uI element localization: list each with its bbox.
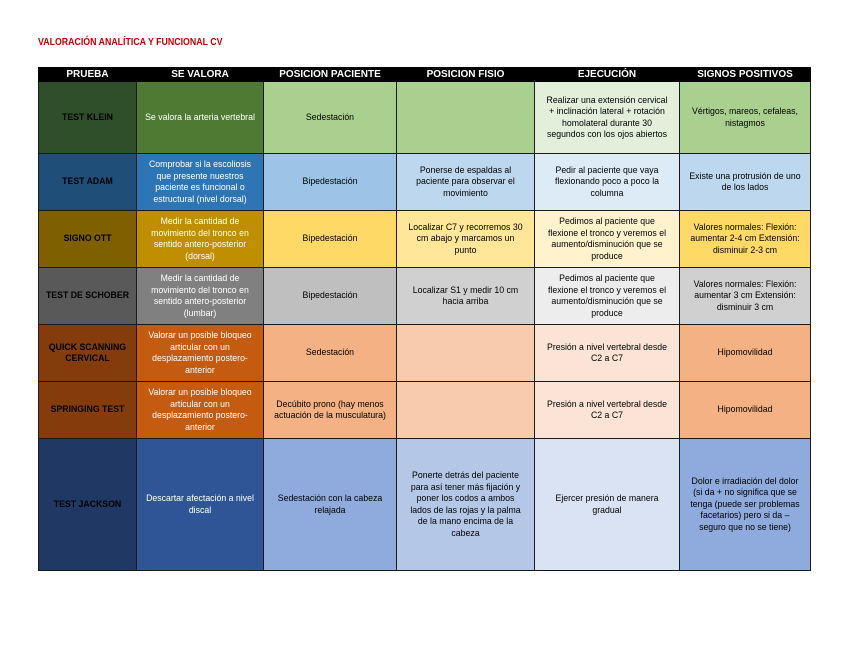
- cell-signos-positivos-text: Hipomovilidad: [717, 347, 773, 359]
- cell-posicion-paciente: [264, 82, 397, 154]
- cell-prueba: [39, 154, 137, 211]
- cell-prueba: [39, 211, 137, 268]
- cell-posicion-fisio-text: Ponerse de espaldas al paciente para observar el movimiento: [416, 164, 515, 199]
- header-se-valora: SE VALORA: [137, 68, 264, 82]
- cell-posicion-fisio: [397, 82, 535, 154]
- cell-ejecucion: [535, 439, 680, 571]
- cell-posicion-paciente: [264, 439, 397, 571]
- assessment-table: [38, 67, 811, 571]
- cell-se-valora: [137, 382, 264, 439]
- header-prueba: PRUEBA: [39, 68, 137, 82]
- cell-ejecucion-text: Realizar una extensión cervical + inclinación lateral + rotación homolateral durante 30 segundos con los ojos abiertos: [546, 94, 668, 140]
- cell-posicion-paciente-text: Sedestación con la cabeza relajada: [277, 493, 383, 516]
- cell-posicion-paciente: [264, 325, 397, 382]
- cell-se-valora: [137, 268, 264, 325]
- cell-prueba-text: SPRINGING TEST: [50, 404, 125, 416]
- cell-posicion-fisio: [397, 325, 535, 382]
- cell-signos-positivos: [680, 211, 811, 268]
- header-posicion-fisio: POSICION FISIO: [397, 68, 535, 82]
- cell-ejecucion-text: Ejercer presión de manera gradual: [555, 493, 659, 516]
- cell-posicion-paciente: [264, 268, 397, 325]
- cell-signos-positivos: [680, 325, 811, 382]
- cell-prueba: [39, 268, 137, 325]
- cell-posicion-paciente-text: Sedestación: [305, 347, 355, 359]
- cell-posicion-fisio: [397, 439, 535, 571]
- cell-signos-positivos: [680, 154, 811, 211]
- cell-ejecucion: [535, 382, 680, 439]
- cell-prueba: [39, 325, 137, 382]
- cell-ejecucion-text: Presión a nivel vertebral desde C2 a C7: [546, 398, 668, 421]
- cell-ejecucion: [535, 325, 680, 382]
- cell-signos-positivos-text: Valores normales: Flexión: aumentar 3 cm Extensión: disminuir 3 cm: [693, 278, 797, 313]
- cell-posicion-fisio: [397, 268, 535, 325]
- cell-prueba: [39, 382, 137, 439]
- header-ejecucion: EJECUCIÓN: [535, 68, 680, 82]
- cell-signos-positivos-text: Hipomovilidad: [717, 404, 773, 416]
- cell-posicion-paciente: [264, 154, 397, 211]
- header-signos-positivos: SIGNOS POSITIVOS: [680, 68, 811, 82]
- cell-posicion-fisio-text: Localizar C7 y recorremos 30 cm abajo y marcamos un punto: [408, 221, 523, 256]
- cell-prueba-text: TEST DE SCHOBER: [45, 290, 130, 302]
- cell-prueba: [39, 82, 137, 154]
- cell-prueba-text: TEST ADAM: [62, 176, 113, 188]
- table-row: [39, 211, 811, 268]
- cell-se-valora: [137, 154, 264, 211]
- table-row: [39, 382, 811, 439]
- cell-prueba-text: TEST KLEIN: [61, 111, 113, 123]
- cell-signos-positivos-text: Dolor e irradiación del dolor (si da + no significa que se tenga (puede ser problemas facetarios) pero si da – seguro que no se tiene): [690, 475, 800, 533]
- cell-posicion-paciente-text: Decúbito prono (hay menos actuación de la musculatura): [274, 398, 386, 421]
- cell-posicion-paciente-text: Bipedestación: [302, 176, 358, 188]
- cell-se-valora-text: Medir la cantidad de movimiento del tronco en sentido antero-posterior (dorsal): [151, 216, 249, 262]
- cell-prueba-text: QUICK SCANNING CERVICAL: [48, 341, 127, 364]
- table-row: [39, 268, 811, 325]
- cell-posicion-paciente: [264, 211, 397, 268]
- cell-ejecucion-text: Pedimos al paciente que flexione el tronco y veremos el aumento/disminución que se produce: [547, 216, 667, 262]
- cell-ejecucion: [535, 211, 680, 268]
- cell-se-valora: [137, 82, 264, 154]
- cell-posicion-paciente-text: Bipedestación: [302, 290, 358, 302]
- table-row: [39, 154, 811, 211]
- cell-se-valora-text: Medir la cantidad de movimiento del tronco en sentido antero-posterior (lumbar): [151, 273, 249, 319]
- cell-se-valora: [137, 439, 264, 571]
- cell-se-valora: [137, 211, 264, 268]
- cell-signos-positivos: [680, 382, 811, 439]
- cell-ejecucion-text: Pedir al paciente que vaya flexionando poco a poco la columna: [555, 164, 659, 199]
- cell-posicion-fisio: [397, 211, 535, 268]
- cell-se-valora-text: Se valora la arteria vertebral: [145, 111, 255, 123]
- cell-signos-positivos-text: Existe una protrusión de uno de los lados: [689, 170, 801, 193]
- cell-se-valora: [137, 325, 264, 382]
- cell-se-valora-text: Comprobar si la escoliosis que presente nuestros paciente es funcional o estructural (nivel dorsal): [148, 159, 252, 205]
- cell-ejecucion: [535, 154, 680, 211]
- cell-posicion-paciente: [264, 382, 397, 439]
- cell-se-valora-text: Valorar un posible bloqueo articular con un desplazamiento postero-anterior: [148, 387, 252, 433]
- cell-signos-positivos: [680, 439, 811, 571]
- cell-posicion-fisio: [397, 154, 535, 211]
- cell-posicion-fisio-text: Ponerte detrás del paciente para así tener más fijación y poner los codos a ambos lados de las rojas y la palma de la mano encima de la cabeza: [410, 470, 521, 539]
- table-header-row: [39, 68, 811, 82]
- table-row: [39, 439, 811, 571]
- header-posicion-paciente: POSICION PACIENTE: [264, 68, 397, 82]
- cell-posicion-fisio: [397, 382, 535, 439]
- cell-ejecucion: [535, 82, 680, 154]
- cell-ejecucion: [535, 268, 680, 325]
- cell-signos-positivos-text: Valores normales: Flexión: aumentar 2-4 cm Extensión: disminuir 2-3 cm: [690, 221, 800, 256]
- cell-posicion-paciente-text: Sedestación: [305, 111, 355, 123]
- cell-prueba-text: SIGNO OTT: [63, 233, 112, 245]
- table-row: [39, 82, 811, 154]
- cell-signos-positivos-text: Vértigos, mareos, cefaleas, nistagmos: [692, 106, 798, 129]
- cell-prueba-text: TEST JACKSON: [53, 498, 122, 510]
- cell-signos-positivos: [680, 268, 811, 325]
- table-row: [39, 325, 811, 382]
- cell-posicion-fisio-text: Localizar S1 y medir 10 cm hacia arriba: [412, 284, 519, 307]
- cell-ejecucion-text: Presión a nivel vertebral desde C2 a C7: [546, 341, 668, 364]
- cell-se-valora-text: Descartar afectación a nivel discal: [146, 493, 254, 516]
- cell-signos-positivos: [680, 82, 811, 154]
- cell-prueba: [39, 439, 137, 571]
- cell-ejecucion-text: Pedimos al paciente que flexione el tronco y veremos el aumento/disminución que se produce: [547, 273, 667, 319]
- cell-se-valora-text: Valorar un posible bloqueo articular con un desplazamiento postero-anterior: [148, 330, 252, 376]
- document-title: VALORACIÓN ANALÍTICA Y FUNCIONAL CV: [38, 37, 223, 48]
- cell-posicion-paciente-text: Bipedestación: [302, 233, 358, 245]
